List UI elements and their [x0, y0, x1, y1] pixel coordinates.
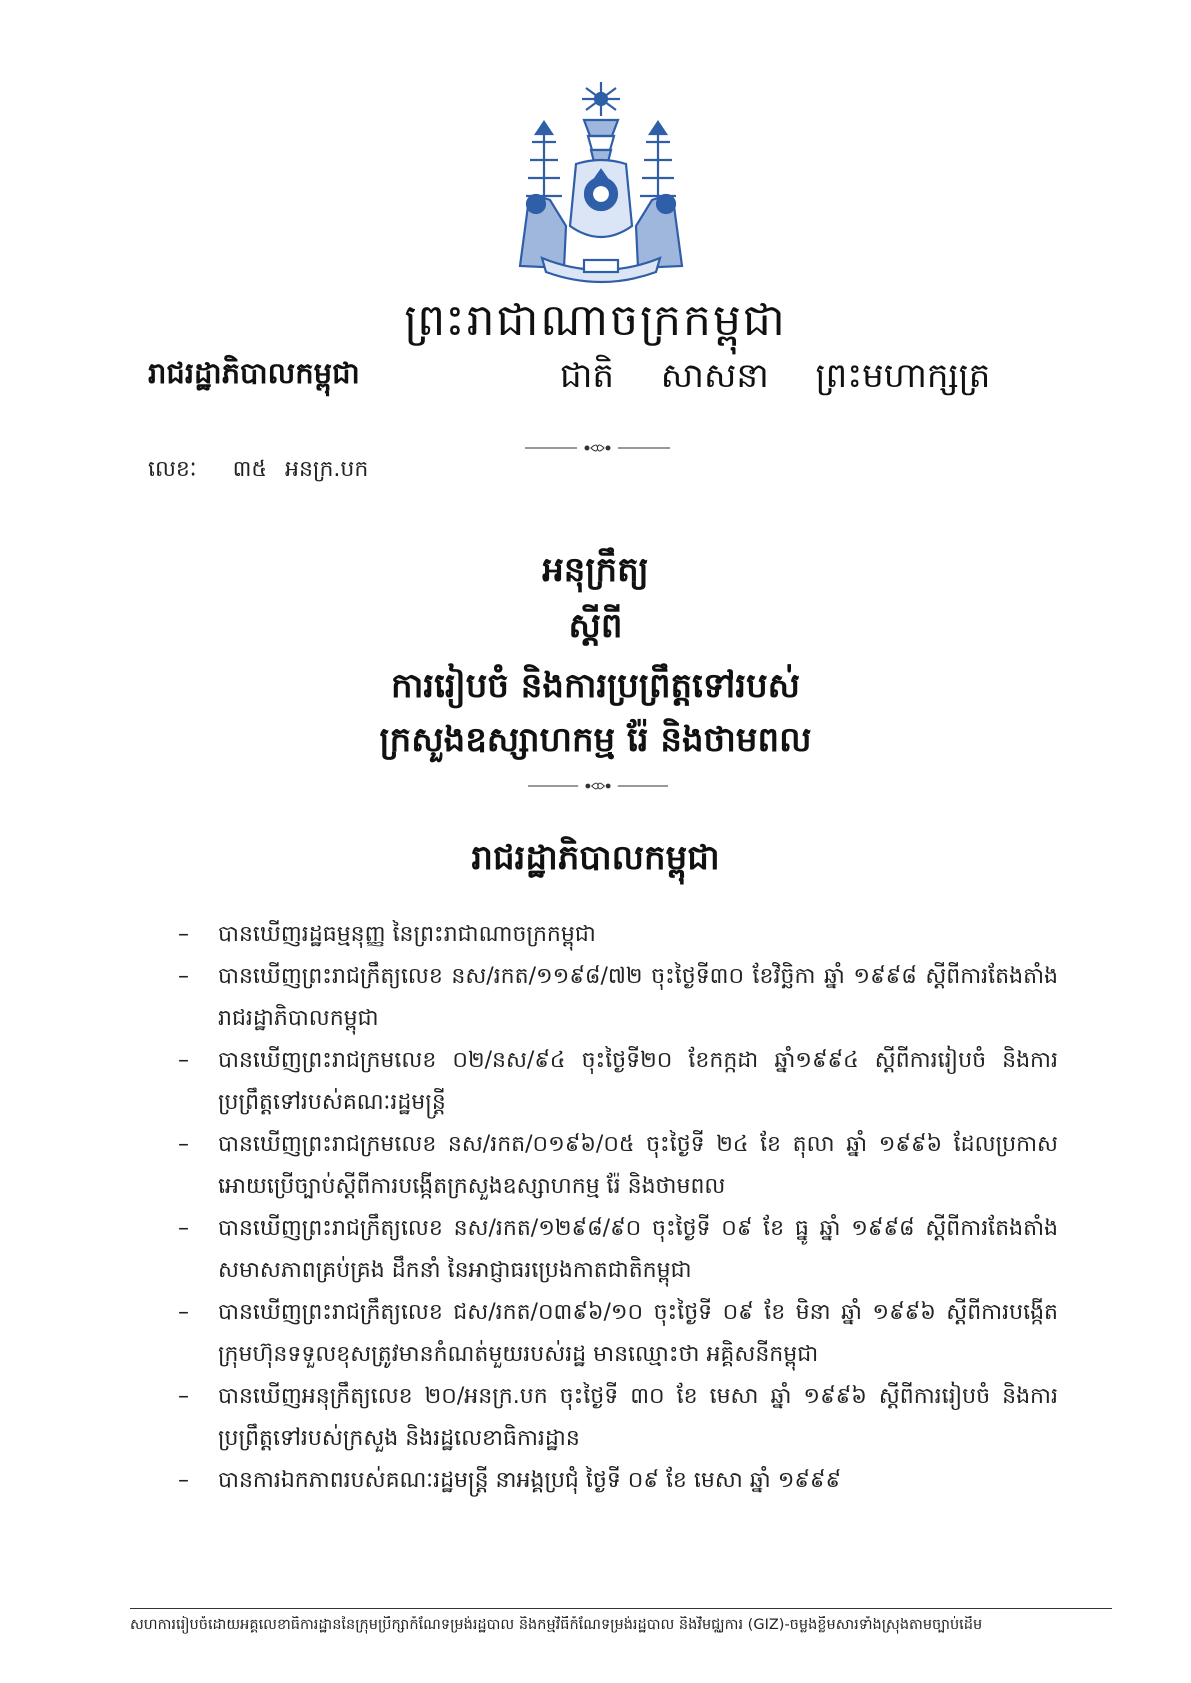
decree-number: [148, 455, 368, 487]
number-code: អនក្រ.បក: [284, 457, 369, 482]
footer-credit: សហការរៀបចំដោយអគ្គលេខាធិការដ្ឋាននៃក្រុមប្រឹក្សាកំណែទម្រង់រដ្ឋបាល និងកម្មវិធីកំណែទម្រង់រដ្ឋបាល និងវិមជ្ឈការ (GIZ)-ចម្លងខ្លឹមសារទាំងស្រុងតាមច្បាប់ដើម: [130, 1617, 983, 1633]
kingdom-title: ព្រះរាជាណាចក្រកម្ពុជា: [404, 295, 787, 346]
list-item: – បានឃើញអនុក្រឹត្យលេខ ២០/អនក្រ.បក ចុះថ្ងៃទី ៣០ ខែ មេសា ឆ្នាំ ១៩៩៦ ស្តីពីការរៀបចំ និងការប្រព្រឹត្តទៅរបស់ក្រសួង និងរដ្ឋលេខាធិការដ្ឋាន: [178, 1384, 1058, 1451]
number-label: លេខៈ: [148, 457, 197, 482]
title-on: ស្តីពី: [568, 606, 623, 646]
government-heading: រាជរដ្ឋាភិបាលកម្ពុជា: [471, 838, 720, 878]
list-item: – បានឃើញរដ្ឋធម្មនុញ្ញ នៃព្រះរាជាណាចក្រកម្ពុជា: [178, 922, 596, 947]
title-sub-decree: អនុក្រឹត្យ: [542, 550, 649, 590]
ornament-divider-2: [528, 778, 668, 794]
legal-references-list: [178, 914, 1058, 1502]
title-subject-1: ការរៀបចំ និងការប្រព្រឹត្តទៅរបស់: [390, 666, 801, 706]
royal-emblem: [506, 76, 696, 290]
title-subject-2: ក្រសួងឧស្សាហកម្ម រ៉ែ និងថាមពល: [379, 720, 812, 760]
footer-divider: [130, 1608, 1112, 1609]
list-item: – បានឃើញព្រះរាជក្រមលេខ នស/រកត/០១៩៦/០៥ ចុះថ្ងៃទី ២៤ ខែ តុលា ឆ្នាំ ១៩៩៦ ដែលប្រកាសអោយប្រើច្បាប់ស្តីពីការបង្កើតក្រសួងឧស្សាហកម្ម រ៉ែ និងថាមពល: [178, 1132, 1058, 1199]
motto-religion: សាសនា: [660, 356, 769, 396]
list-item: – បានឃើញព្រះរាជក្រឹត្យលេខ ជស/រកត/០៣៩៦/១០ ចុះថ្ងៃទី ០៩ ខែ មិនា ឆ្នាំ ១៩៩៦ ស្តីពីការបង្កើតក្រុមហ៊ុនទទួលខុសត្រូវមានកំណត់មួយរបស់រដ្ឋ មានឈ្មោះថា អគ្គិសនីកម្ពុជា: [178, 1300, 1058, 1367]
number-value: ៣៥: [232, 457, 267, 482]
ornament-divider: [525, 440, 670, 456]
motto-king: ព្រះមហាក្សត្រ: [815, 356, 991, 396]
list-item: – បានការឯកភាពរបស់គណៈរដ្ឋមន្ត្រី នាអង្គប្រជុំ ថ្ងៃទី ០៩ ខែ មេសា ឆ្នាំ ១៩៩៩: [178, 1468, 842, 1493]
list-item: – បានឃើញព្រះរាជក្រមលេខ ០២/នស/៩៤ ចុះថ្ងៃទី២០ ខែកក្កដា ឆ្នាំ១៩៩៤ ស្តីពីការរៀបចំ និងការប្រព្រឹត្តទៅរបស់គណៈរដ្ឋមន្ត្រី: [178, 1048, 1058, 1115]
government-label: រាជរដ្ឋាភិបាលកម្ពុជា: [148, 356, 360, 390]
motto-nation: ជាតិ: [560, 356, 614, 396]
list-item: – បានឃើញព្រះរាជក្រឹត្យលេខ នស/រកត/១១៩៨/៧២ ចុះថ្ងៃទី៣០ ខែវិច្ឆិកា ឆ្នាំ ១៩៩៨ ស្តីពីការតែងតាំងរាជរដ្ឋាភិបាលកម្ពុជា: [178, 964, 1058, 1031]
national-motto: [560, 354, 1026, 404]
list-item: – បានឃើញព្រះរាជក្រឹត្យលេខ នស/រកត/១២៩៨/៩០ ចុះថ្ងៃទី ០៩ ខែ ធ្នូ ឆ្នាំ ១៩៩៨ ស្តីពីការតែងតាំងសមាសភាពគ្រប់គ្រង ដឹកនាំ នៃអាជ្ញាធរប្រេងកាតជាតិកម្ពុជា: [178, 1216, 1058, 1283]
